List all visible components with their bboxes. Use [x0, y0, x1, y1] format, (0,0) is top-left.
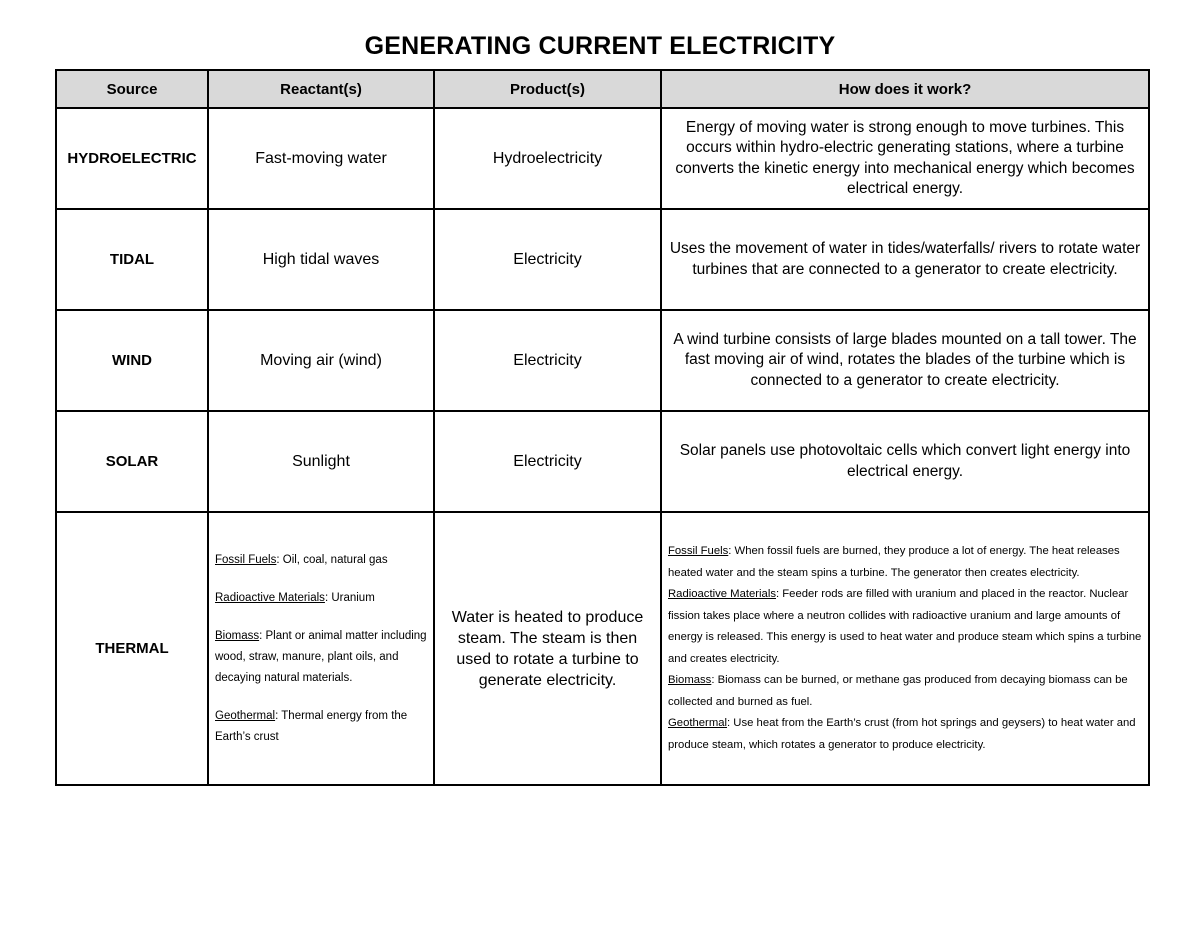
how-entry [668, 541, 1142, 584]
how-cell [661, 512, 1149, 785]
reactant-entry [215, 626, 427, 689]
reactant-entry [215, 706, 427, 748]
how-term: Biomass [668, 674, 712, 686]
table-row [56, 108, 1149, 209]
how-text: : Use heat from the Earth’s crust (from hot springs and geysers) to heat water and produce steam, which rotates a generator to produce electricity. [668, 717, 1136, 751]
reactant-entry [215, 550, 427, 571]
source-cell: WIND [56, 310, 208, 411]
source-cell: HYDROELECTRIC [56, 108, 208, 209]
how-term: Radioactive Materials [668, 588, 776, 600]
source-cell: THERMAL [56, 512, 208, 785]
how-text: : Biomass can be burned, or methane gas produced from decaying biomass can be collected and burned as fuel. [668, 674, 1128, 708]
reactant-cell: High tidal waves [208, 209, 434, 310]
how-cell: Uses the movement of water in tides/waterfalls/ rivers to rotate water turbines that are connected to a generator to create electricity. [661, 209, 1149, 310]
reactant-cell: Moving air (wind) [208, 310, 434, 411]
table-row-thermal [56, 512, 1149, 785]
reactant-text: : Uranium [324, 591, 375, 604]
reactant-cell: Fast-moving water [208, 108, 434, 209]
how-text: : When fossil fuels are burned, they produce a lot of energy. The heat releases heated water and the steam spins a turbine. The generator then creates electricity. [668, 545, 1120, 579]
reactant-cell [208, 512, 434, 785]
reactant-text: : Plant or animal matter including wood, straw, manure, plant oils, and decaying natural materials. [215, 629, 427, 684]
product-cell: Electricity [434, 209, 661, 310]
how-entry [668, 670, 1142, 713]
reactant-text: : Thermal energy from the Earth’s crust [215, 709, 408, 743]
how-entry [668, 713, 1142, 756]
how-entry [668, 584, 1142, 670]
header-source: Source [56, 70, 208, 108]
product-cell: Water is heated to produce steam. The steam is then used to rotate a turbine to generate electricity. [434, 512, 661, 785]
header-how: How does it work? [661, 70, 1149, 108]
product-cell: Electricity [434, 310, 661, 411]
table-row [56, 411, 1149, 512]
how-cell: A wind turbine consists of large blades mounted on a tall tower. The fast moving air of wind, rotates the blades of the turbine which is connected to a generator to create electricity. [661, 310, 1149, 411]
source-cell: SOLAR [56, 411, 208, 512]
how-cell: Energy of moving water is strong enough to move turbines. This occurs within hydro-electric generating stations, where a turbine converts the kinetic energy into mechanical energy which becomes electrical energy. [661, 108, 1149, 209]
product-cell: Hydroelectricity [434, 108, 661, 209]
table-row [56, 310, 1149, 411]
reactant-entry [215, 588, 427, 609]
reactant-term: Geothermal [215, 709, 276, 722]
reactant-term: Radioactive Materials [215, 591, 325, 604]
reactant-term: Biomass [215, 629, 260, 642]
reactant-term: Fossil Fuels [215, 553, 277, 566]
header-row [56, 70, 1149, 108]
how-text: : Feeder rods are filled with uranium and placed in the reactor. Nuclear fission takes place where a neutron collides with radioactive uranium and large amounts of energy is released. This energy is used to heat water and produce steam which spins a turbine and creates electricity. [668, 588, 1142, 665]
product-cell: Electricity [434, 411, 661, 512]
reactant-cell: Sunlight [208, 411, 434, 512]
how-term: Fossil Fuels [668, 545, 729, 557]
header-reactants: Reactant(s) [208, 70, 434, 108]
page-title: GENERATING CURRENT ELECTRICITY [364, 32, 836, 60]
how-cell: Solar panels use photovoltaic cells which convert light energy into electrical energy. [661, 411, 1149, 512]
header-products: Product(s) [434, 70, 661, 108]
energy-sources-table [55, 69, 1150, 786]
source-cell: TIDAL [56, 209, 208, 310]
how-term: Geothermal [668, 717, 728, 729]
reactant-text: : Oil, coal, natural gas [276, 553, 388, 566]
table-row [56, 209, 1149, 310]
